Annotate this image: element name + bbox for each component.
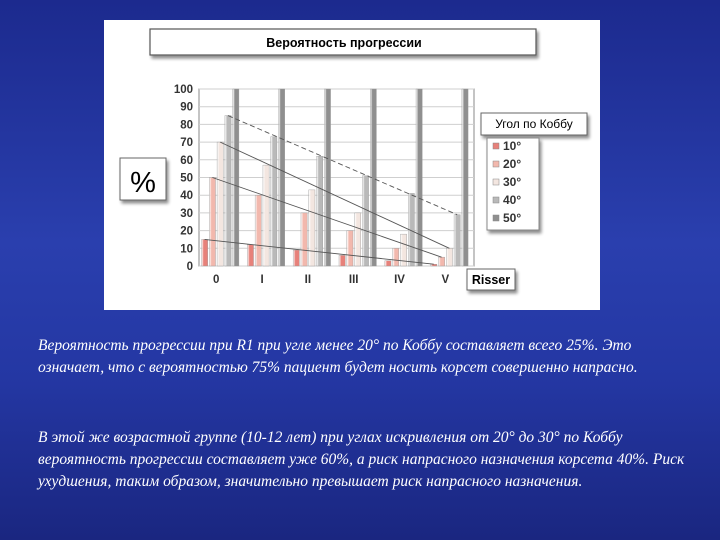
bar [217, 142, 223, 266]
bar [339, 255, 345, 266]
x-axis-label-box [467, 269, 515, 290]
x-axis-ticks [213, 274, 450, 286]
bar [446, 248, 452, 266]
caption-paragraph-2 [38, 427, 698, 493]
y-tick-label: 80 [180, 119, 193, 132]
y-tick-label: 10 [180, 243, 193, 256]
bar [255, 195, 261, 266]
bar [393, 248, 399, 266]
bar [385, 261, 391, 266]
chart-title: Вероятность прогрессии [266, 36, 422, 50]
y-tick-label: 90 [180, 101, 193, 114]
x-tick-label: V [441, 274, 450, 286]
bar [324, 89, 330, 266]
bar [209, 178, 215, 267]
bar [347, 231, 353, 266]
bar [362, 176, 368, 266]
legend-swatch [493, 143, 499, 149]
legend-swatch [493, 179, 499, 185]
y-tick-label: 40 [180, 190, 193, 203]
bar [225, 116, 231, 266]
y-tick-label: 50 [180, 172, 193, 185]
legend-label: 10° [503, 139, 522, 153]
bar [317, 156, 323, 266]
bar [355, 213, 361, 266]
legend-label: 30° [503, 175, 522, 189]
bar [431, 264, 437, 266]
caption-text-2: В этой же возрастной группе (10-12 лет) при углах искривления от 20° до 30° по Коббу вероятность прогрессии составляет уже 60%, а риск напрасного назначения корсета 40%. Риск ухудшения, таким образом, значительно превышает риск напрасного назначения. [38, 429, 685, 490]
y-tick-label: 100 [173, 84, 193, 96]
y-tick-label: 60 [180, 154, 193, 167]
chart-title-box [150, 29, 536, 55]
legend-swatch [493, 197, 499, 203]
caption-text-1: Вероятность прогрессии при R1 при угле менее 20° по Коббу составляет всего 25%. Это означает, что с вероятностью 75% пациент будет носить корсет совершенно напрасно. [38, 337, 638, 376]
y-tick-label: 20 [180, 225, 193, 238]
legend-title: Угол по Коббу [495, 117, 573, 131]
x-tick-label: I [260, 274, 264, 286]
x-tick-label: IV [394, 274, 405, 286]
y-axis-ticks [174, 84, 193, 273]
bar [454, 215, 460, 266]
legend-label: 40° [503, 193, 522, 207]
bar [309, 190, 315, 266]
y-tick-label: 70 [180, 137, 193, 150]
y-axis-label: % [130, 167, 156, 199]
caption-paragraph-1 [38, 335, 698, 379]
bar [438, 257, 444, 266]
y-tick-label: 0 [186, 261, 193, 273]
legend [481, 113, 587, 230]
progression-chart [104, 20, 600, 310]
bar [301, 213, 307, 266]
legend-swatch [493, 161, 499, 167]
bar [263, 165, 269, 266]
legend-swatch [493, 215, 499, 221]
x-tick-label: 0 [213, 274, 220, 286]
x-tick-label: III [348, 274, 359, 286]
bar [233, 89, 239, 266]
bar [279, 89, 285, 266]
legend-label: 50° [503, 211, 522, 225]
legend-label: 20° [503, 157, 522, 171]
bar [293, 250, 299, 266]
y-tick-label: 30 [180, 207, 193, 220]
bar [247, 245, 253, 266]
bar [416, 89, 422, 266]
chart-panel [104, 20, 600, 310]
x-tick-label: II [304, 274, 312, 286]
y-axis-label-box [120, 158, 166, 200]
bar [202, 239, 208, 266]
bar [462, 89, 468, 266]
x-axis-label: Risser [471, 273, 511, 287]
